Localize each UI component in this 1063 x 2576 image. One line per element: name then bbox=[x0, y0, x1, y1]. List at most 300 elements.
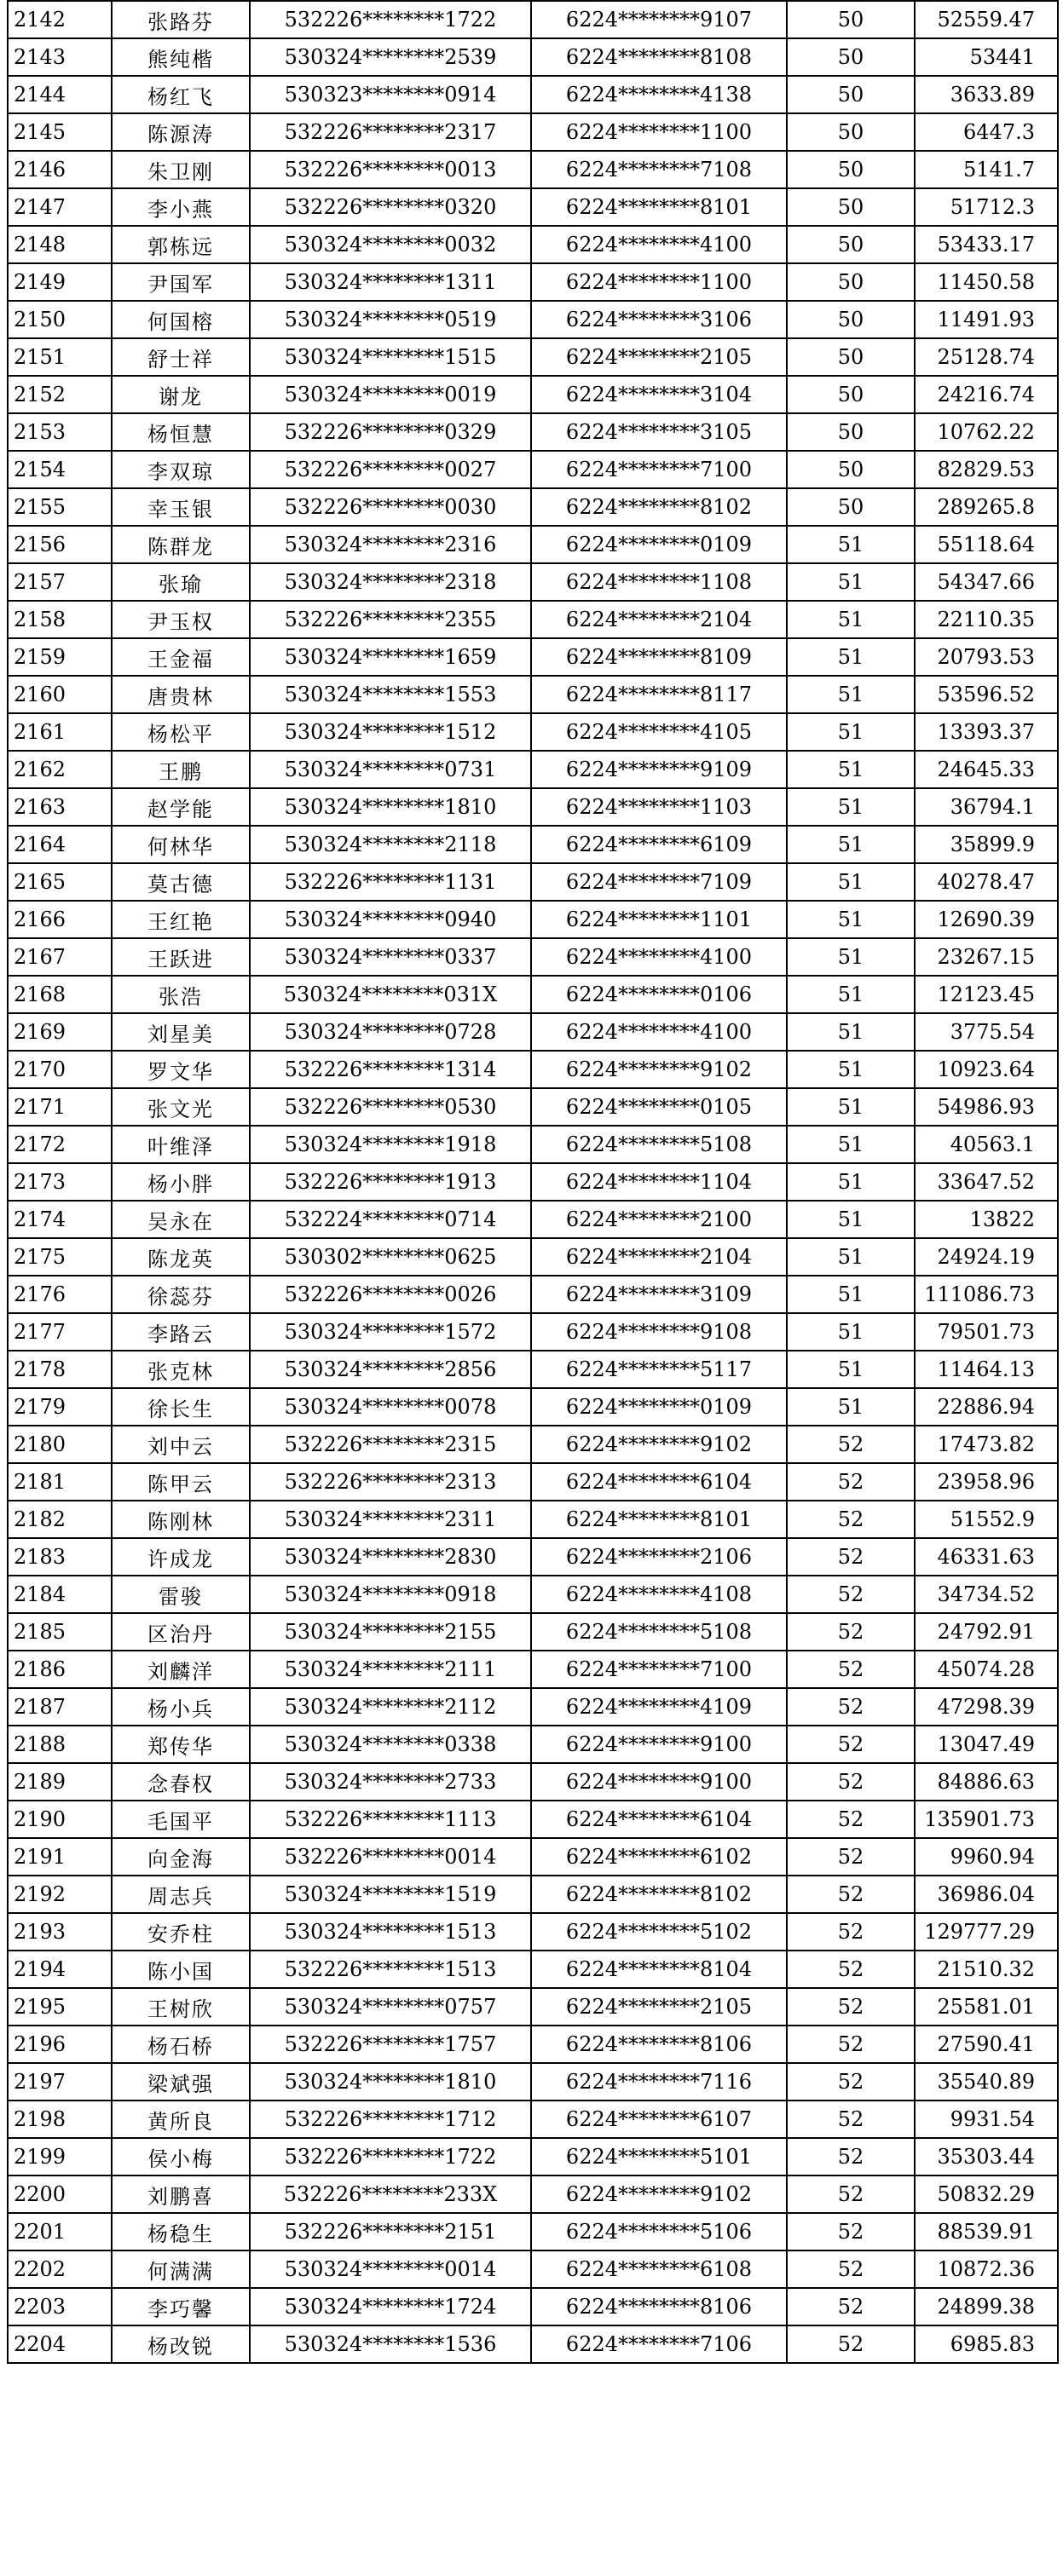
account-cell: 6224********4138 bbox=[531, 76, 787, 113]
group-cell: 51 bbox=[787, 1201, 915, 1238]
group-cell: 50 bbox=[787, 263, 915, 301]
row-number: 2180 bbox=[8, 1426, 112, 1463]
name-cell: 张瑜 bbox=[112, 563, 250, 601]
id-number-cell: 532226********0014 bbox=[250, 1838, 531, 1876]
name-cell: 郭栋远 bbox=[112, 226, 250, 263]
account-cell: 6224********8106 bbox=[531, 2026, 787, 2063]
group-cell: 51 bbox=[787, 1126, 915, 1163]
table-row bbox=[8, 76, 1058, 113]
account-cell: 6224********9107 bbox=[531, 1, 787, 38]
amount-cell: 111086.73 bbox=[915, 1276, 1058, 1313]
id-number-cell: 530324********2539 bbox=[250, 38, 531, 76]
account-cell: 6224********8109 bbox=[531, 638, 787, 676]
group-cell: 52 bbox=[787, 1426, 915, 1463]
account-cell: 6224********9108 bbox=[531, 1313, 787, 1351]
amount-cell: 88539.91 bbox=[915, 2213, 1058, 2250]
group-cell: 50 bbox=[787, 413, 915, 451]
id-number-cell: 532226********1722 bbox=[250, 2138, 531, 2175]
name-cell: 李巧馨 bbox=[112, 2288, 250, 2325]
row-number: 2178 bbox=[8, 1351, 112, 1388]
account-cell: 6224********5108 bbox=[531, 1126, 787, 1163]
row-number: 2191 bbox=[8, 1838, 112, 1876]
amount-cell: 24924.19 bbox=[915, 1238, 1058, 1276]
account-cell: 6224********1104 bbox=[531, 1163, 787, 1201]
table-row bbox=[8, 113, 1058, 151]
amount-cell: 25128.74 bbox=[915, 338, 1058, 376]
group-cell: 50 bbox=[787, 376, 915, 413]
name-cell: 区治丹 bbox=[112, 1613, 250, 1651]
account-cell: 6224********3106 bbox=[531, 301, 787, 338]
group-cell: 52 bbox=[787, 1763, 915, 1801]
account-cell: 6224********7106 bbox=[531, 2325, 787, 2363]
name-cell: 许成龙 bbox=[112, 1538, 250, 1576]
row-number: 2160 bbox=[8, 676, 112, 713]
account-cell: 6224********7109 bbox=[531, 863, 787, 901]
group-cell: 50 bbox=[787, 338, 915, 376]
id-number-cell: 532226********0026 bbox=[250, 1276, 531, 1313]
name-cell: 尹玉权 bbox=[112, 601, 250, 638]
group-cell: 50 bbox=[787, 301, 915, 338]
row-number: 2152 bbox=[8, 376, 112, 413]
group-cell: 50 bbox=[787, 76, 915, 113]
amount-cell: 22110.35 bbox=[915, 601, 1058, 638]
row-number: 2146 bbox=[8, 151, 112, 188]
row-number: 2188 bbox=[8, 1726, 112, 1763]
amount-cell: 33647.52 bbox=[915, 1163, 1058, 1201]
id-number-cell: 530324********2111 bbox=[250, 1651, 531, 1688]
account-cell: 6224********8108 bbox=[531, 38, 787, 76]
group-cell: 52 bbox=[787, 1651, 915, 1688]
name-cell: 张浩 bbox=[112, 976, 250, 1013]
table-row bbox=[8, 2325, 1058, 2363]
id-number-cell: 532226********1113 bbox=[250, 1801, 531, 1838]
amount-cell: 36986.04 bbox=[915, 1876, 1058, 1913]
amount-cell: 22886.94 bbox=[915, 1388, 1058, 1426]
table-row bbox=[8, 1088, 1058, 1126]
row-number: 2149 bbox=[8, 263, 112, 301]
row-number: 2166 bbox=[8, 901, 112, 938]
table-row bbox=[8, 1876, 1058, 1913]
row-number: 2189 bbox=[8, 1763, 112, 1801]
account-cell: 6224********4108 bbox=[531, 1576, 787, 1613]
group-cell: 50 bbox=[787, 1, 915, 38]
account-cell: 6224********0105 bbox=[531, 1088, 787, 1126]
account-cell: 6224********4100 bbox=[531, 1013, 787, 1051]
amount-cell: 25581.01 bbox=[915, 1988, 1058, 2026]
account-cell: 6224********8106 bbox=[531, 2288, 787, 2325]
id-number-cell: 530324********1572 bbox=[250, 1313, 531, 1351]
table-row bbox=[8, 1276, 1058, 1313]
amount-cell: 12690.39 bbox=[915, 901, 1058, 938]
amount-cell: 24792.91 bbox=[915, 1613, 1058, 1651]
id-number-cell: 530324********2155 bbox=[250, 1613, 531, 1651]
row-number: 2197 bbox=[8, 2063, 112, 2101]
amount-cell: 6447.3 bbox=[915, 113, 1058, 151]
table-row bbox=[8, 2175, 1058, 2213]
account-cell: 6224********2100 bbox=[531, 1201, 787, 1238]
group-cell: 50 bbox=[787, 113, 915, 151]
account-cell: 6224********3109 bbox=[531, 1276, 787, 1313]
table-row bbox=[8, 1, 1058, 38]
table-row bbox=[8, 2026, 1058, 2063]
amount-cell: 35303.44 bbox=[915, 2138, 1058, 2175]
group-cell: 50 bbox=[787, 38, 915, 76]
row-number: 2171 bbox=[8, 1088, 112, 1126]
amount-cell: 53596.52 bbox=[915, 676, 1058, 713]
group-cell: 52 bbox=[787, 1951, 915, 1988]
name-cell: 刘麟洋 bbox=[112, 1651, 250, 1688]
amount-cell: 23267.15 bbox=[915, 938, 1058, 976]
name-cell: 陈刚林 bbox=[112, 1501, 250, 1538]
id-number-cell: 532226********2317 bbox=[250, 113, 531, 151]
account-cell: 6224********6108 bbox=[531, 2250, 787, 2288]
document-sheet bbox=[7, 0, 1059, 2364]
amount-cell: 10872.36 bbox=[915, 2250, 1058, 2288]
table-row bbox=[8, 2250, 1058, 2288]
row-number: 2177 bbox=[8, 1313, 112, 1351]
amount-cell: 45074.28 bbox=[915, 1651, 1058, 1688]
group-cell: 52 bbox=[787, 1876, 915, 1913]
table-row bbox=[8, 1988, 1058, 2026]
account-cell: 6224********8102 bbox=[531, 1876, 787, 1913]
name-cell: 杨小兵 bbox=[112, 1688, 250, 1726]
account-cell: 6224********7108 bbox=[531, 151, 787, 188]
name-cell: 张文光 bbox=[112, 1088, 250, 1126]
amount-cell: 12123.45 bbox=[915, 976, 1058, 1013]
account-cell: 6224********9102 bbox=[531, 2175, 787, 2213]
id-number-cell: 530324********0728 bbox=[250, 1013, 531, 1051]
table-row bbox=[8, 151, 1058, 188]
group-cell: 52 bbox=[787, 2138, 915, 2175]
group-cell: 51 bbox=[787, 638, 915, 676]
id-number-cell: 530324********2856 bbox=[250, 1351, 531, 1388]
row-number: 2201 bbox=[8, 2213, 112, 2250]
table-row bbox=[8, 376, 1058, 413]
group-cell: 51 bbox=[787, 788, 915, 826]
id-number-cell: 530324********1659 bbox=[250, 638, 531, 676]
table-row bbox=[8, 563, 1058, 601]
table-row bbox=[8, 1763, 1058, 1801]
row-number: 2148 bbox=[8, 226, 112, 263]
amount-cell: 47298.39 bbox=[915, 1688, 1058, 1726]
amount-cell: 51552.9 bbox=[915, 1501, 1058, 1538]
account-cell: 6224********4109 bbox=[531, 1688, 787, 1726]
group-cell: 51 bbox=[787, 751, 915, 788]
row-number: 2159 bbox=[8, 638, 112, 676]
row-number: 2179 bbox=[8, 1388, 112, 1426]
table-row bbox=[8, 2288, 1058, 2325]
name-cell: 杨稳生 bbox=[112, 2213, 250, 2250]
group-cell: 51 bbox=[787, 1051, 915, 1088]
group-cell: 52 bbox=[787, 1726, 915, 1763]
table-row bbox=[8, 1201, 1058, 1238]
name-cell: 莫古德 bbox=[112, 863, 250, 901]
row-number: 2175 bbox=[8, 1238, 112, 1276]
group-cell: 52 bbox=[787, 1576, 915, 1613]
account-cell: 6224********1101 bbox=[531, 901, 787, 938]
table-row bbox=[8, 676, 1058, 713]
table-row bbox=[8, 188, 1058, 226]
row-number: 2165 bbox=[8, 863, 112, 901]
table-row bbox=[8, 1238, 1058, 1276]
id-number-cell: 532226********0320 bbox=[250, 188, 531, 226]
id-number-cell: 530324********2733 bbox=[250, 1763, 531, 1801]
name-cell: 安乔柱 bbox=[112, 1913, 250, 1951]
amount-cell: 24899.38 bbox=[915, 2288, 1058, 2325]
account-cell: 6224********6109 bbox=[531, 826, 787, 863]
id-number-cell: 532226********0013 bbox=[250, 151, 531, 188]
group-cell: 52 bbox=[787, 2175, 915, 2213]
account-cell: 6224********2106 bbox=[531, 1538, 787, 1576]
name-cell: 黄所良 bbox=[112, 2101, 250, 2138]
row-number: 2144 bbox=[8, 76, 112, 113]
table-row bbox=[8, 526, 1058, 563]
account-cell: 6224********8102 bbox=[531, 488, 787, 526]
id-number-cell: 530324********0940 bbox=[250, 901, 531, 938]
amount-cell: 24645.33 bbox=[915, 751, 1058, 788]
group-cell: 50 bbox=[787, 451, 915, 488]
table-row bbox=[8, 1463, 1058, 1501]
table-row bbox=[8, 451, 1058, 488]
row-number: 2170 bbox=[8, 1051, 112, 1088]
id-number-cell: 530324********2118 bbox=[250, 826, 531, 863]
account-cell: 6224********9102 bbox=[531, 1051, 787, 1088]
id-number-cell: 530323********0914 bbox=[250, 76, 531, 113]
table-row bbox=[8, 1388, 1058, 1426]
row-number: 2199 bbox=[8, 2138, 112, 2175]
account-cell: 6224********1100 bbox=[531, 263, 787, 301]
name-cell: 徐蕊芬 bbox=[112, 1276, 250, 1313]
row-number: 2143 bbox=[8, 38, 112, 76]
id-number-cell: 532226********233X bbox=[250, 2175, 531, 2213]
id-number-cell: 532226********1757 bbox=[250, 2026, 531, 2063]
group-cell: 52 bbox=[787, 1688, 915, 1726]
amount-cell: 129777.29 bbox=[915, 1913, 1058, 1951]
name-cell: 张路芬 bbox=[112, 1, 250, 38]
row-number: 2155 bbox=[8, 488, 112, 526]
table-row bbox=[8, 38, 1058, 76]
amount-cell: 54986.93 bbox=[915, 1088, 1058, 1126]
id-number-cell: 530324********0519 bbox=[250, 301, 531, 338]
group-cell: 51 bbox=[787, 901, 915, 938]
amount-cell: 20793.53 bbox=[915, 638, 1058, 676]
name-cell: 吴永在 bbox=[112, 1201, 250, 1238]
id-number-cell: 530324********1724 bbox=[250, 2288, 531, 2325]
account-cell: 6224********8101 bbox=[531, 188, 787, 226]
group-cell: 51 bbox=[787, 526, 915, 563]
amount-cell: 11450.58 bbox=[915, 263, 1058, 301]
name-cell: 陈甲云 bbox=[112, 1463, 250, 1501]
table-row bbox=[8, 2101, 1058, 2138]
name-cell: 杨松平 bbox=[112, 713, 250, 751]
id-number-cell: 530324********1536 bbox=[250, 2325, 531, 2363]
amount-cell: 53433.17 bbox=[915, 226, 1058, 263]
id-number-cell: 530324********2830 bbox=[250, 1538, 531, 1576]
row-number: 2182 bbox=[8, 1501, 112, 1538]
table-row bbox=[8, 1013, 1058, 1051]
amount-cell: 51712.3 bbox=[915, 188, 1058, 226]
name-cell: 陈小国 bbox=[112, 1951, 250, 1988]
name-cell: 李路云 bbox=[112, 1313, 250, 1351]
table-row bbox=[8, 938, 1058, 976]
amount-cell: 24216.74 bbox=[915, 376, 1058, 413]
account-cell: 6224********8104 bbox=[531, 1951, 787, 1988]
amount-cell: 35540.89 bbox=[915, 2063, 1058, 2101]
row-number: 2161 bbox=[8, 713, 112, 751]
row-number: 2174 bbox=[8, 1201, 112, 1238]
id-number-cell: 530324********0019 bbox=[250, 376, 531, 413]
table-row bbox=[8, 1051, 1058, 1088]
account-cell: 6224********2105 bbox=[531, 338, 787, 376]
amount-cell: 5141.7 bbox=[915, 151, 1058, 188]
row-number: 2200 bbox=[8, 2175, 112, 2213]
account-cell: 6224********4100 bbox=[531, 226, 787, 263]
table-row bbox=[8, 863, 1058, 901]
id-number-cell: 532226********0530 bbox=[250, 1088, 531, 1126]
row-number: 2163 bbox=[8, 788, 112, 826]
amount-cell: 50832.29 bbox=[915, 2175, 1058, 2213]
account-cell: 6224********7116 bbox=[531, 2063, 787, 2101]
row-number: 2184 bbox=[8, 1576, 112, 1613]
account-cell: 6224********3105 bbox=[531, 413, 787, 451]
id-number-cell: 532226********1712 bbox=[250, 2101, 531, 2138]
table-body bbox=[8, 1, 1058, 2363]
table-row bbox=[8, 1913, 1058, 1951]
account-cell: 6224********6104 bbox=[531, 1463, 787, 1501]
amount-cell: 53441 bbox=[915, 38, 1058, 76]
row-number: 2195 bbox=[8, 1988, 112, 2026]
account-cell: 6224********7100 bbox=[531, 451, 787, 488]
name-cell: 王树欣 bbox=[112, 1988, 250, 2026]
name-cell: 舒士祥 bbox=[112, 338, 250, 376]
amount-cell: 40563.1 bbox=[915, 1126, 1058, 1163]
account-cell: 6224********0109 bbox=[531, 1388, 787, 1426]
table-row bbox=[8, 976, 1058, 1013]
row-number: 2196 bbox=[8, 2026, 112, 2063]
table-row bbox=[8, 1951, 1058, 1988]
table-row bbox=[8, 1126, 1058, 1163]
account-cell: 6224********5101 bbox=[531, 2138, 787, 2175]
table-row bbox=[8, 826, 1058, 863]
table-row bbox=[8, 301, 1058, 338]
row-number: 2187 bbox=[8, 1688, 112, 1726]
id-number-cell: 530324********2311 bbox=[250, 1501, 531, 1538]
table-row bbox=[8, 226, 1058, 263]
account-cell: 6224********8101 bbox=[531, 1501, 787, 1538]
group-cell: 51 bbox=[787, 601, 915, 638]
table-row bbox=[8, 263, 1058, 301]
id-number-cell: 530324********1515 bbox=[250, 338, 531, 376]
amount-cell: 3775.54 bbox=[915, 1013, 1058, 1051]
row-number: 2162 bbox=[8, 751, 112, 788]
group-cell: 51 bbox=[787, 1238, 915, 1276]
name-cell: 何满满 bbox=[112, 2250, 250, 2288]
amount-cell: 9931.54 bbox=[915, 2101, 1058, 2138]
id-number-cell: 530324********0918 bbox=[250, 1576, 531, 1613]
group-cell: 51 bbox=[787, 1313, 915, 1351]
group-cell: 52 bbox=[787, 1801, 915, 1838]
row-number: 2202 bbox=[8, 2250, 112, 2288]
row-number: 2151 bbox=[8, 338, 112, 376]
table-row bbox=[8, 638, 1058, 676]
table-row bbox=[8, 1501, 1058, 1538]
group-cell: 51 bbox=[787, 976, 915, 1013]
table-row bbox=[8, 1576, 1058, 1613]
account-cell: 6224********6104 bbox=[531, 1801, 787, 1838]
table-row bbox=[8, 413, 1058, 451]
table-row bbox=[8, 1688, 1058, 1726]
group-cell: 52 bbox=[787, 1613, 915, 1651]
name-cell: 李双琼 bbox=[112, 451, 250, 488]
name-cell: 杨石桥 bbox=[112, 2026, 250, 2063]
group-cell: 52 bbox=[787, 1538, 915, 1576]
row-number: 2153 bbox=[8, 413, 112, 451]
amount-cell: 34734.52 bbox=[915, 1576, 1058, 1613]
name-cell: 郑传华 bbox=[112, 1726, 250, 1763]
amount-cell: 79501.73 bbox=[915, 1313, 1058, 1351]
table-row bbox=[8, 2063, 1058, 2101]
table-row bbox=[8, 1426, 1058, 1463]
row-number: 2168 bbox=[8, 976, 112, 1013]
amount-cell: 11464.13 bbox=[915, 1351, 1058, 1388]
table-row bbox=[8, 338, 1058, 376]
account-cell: 6224********9102 bbox=[531, 1426, 787, 1463]
name-cell: 罗文华 bbox=[112, 1051, 250, 1088]
table-row bbox=[8, 1651, 1058, 1688]
amount-cell: 84886.63 bbox=[915, 1763, 1058, 1801]
id-number-cell: 532226********1722 bbox=[250, 1, 531, 38]
name-cell: 侯小梅 bbox=[112, 2138, 250, 2175]
row-number: 2147 bbox=[8, 188, 112, 226]
account-cell: 6224********5102 bbox=[531, 1913, 787, 1951]
name-cell: 王鹏 bbox=[112, 751, 250, 788]
table-row bbox=[8, 488, 1058, 526]
account-cell: 6224********1103 bbox=[531, 788, 787, 826]
amount-cell: 46331.63 bbox=[915, 1538, 1058, 1576]
group-cell: 50 bbox=[787, 151, 915, 188]
name-cell: 杨改锐 bbox=[112, 2325, 250, 2363]
group-cell: 52 bbox=[787, 2213, 915, 2250]
table-row bbox=[8, 751, 1058, 788]
account-cell: 6224********3104 bbox=[531, 376, 787, 413]
group-cell: 50 bbox=[787, 226, 915, 263]
row-number: 2204 bbox=[8, 2325, 112, 2363]
name-cell: 尹国军 bbox=[112, 263, 250, 301]
table-row bbox=[8, 1538, 1058, 1576]
row-number: 2156 bbox=[8, 526, 112, 563]
account-cell: 6224********4100 bbox=[531, 938, 787, 976]
group-cell: 52 bbox=[787, 1463, 915, 1501]
amount-cell: 27590.41 bbox=[915, 2026, 1058, 2063]
row-number: 2186 bbox=[8, 1651, 112, 1688]
id-number-cell: 532226********2355 bbox=[250, 601, 531, 638]
id-number-cell: 530324********1810 bbox=[250, 2063, 531, 2101]
group-cell: 51 bbox=[787, 1013, 915, 1051]
table-row bbox=[8, 2213, 1058, 2250]
account-cell: 6224********1108 bbox=[531, 563, 787, 601]
account-cell: 6224********1100 bbox=[531, 113, 787, 151]
amount-cell: 36794.1 bbox=[915, 788, 1058, 826]
row-number: 2203 bbox=[8, 2288, 112, 2325]
account-cell: 6224********5106 bbox=[531, 2213, 787, 2250]
amount-cell: 55118.64 bbox=[915, 526, 1058, 563]
group-cell: 52 bbox=[787, 2101, 915, 2138]
id-number-cell: 530324********031X bbox=[250, 976, 531, 1013]
table-row bbox=[8, 713, 1058, 751]
id-number-cell: 530324********2112 bbox=[250, 1688, 531, 1726]
row-number: 2172 bbox=[8, 1126, 112, 1163]
id-number-cell: 530324********0078 bbox=[250, 1388, 531, 1426]
